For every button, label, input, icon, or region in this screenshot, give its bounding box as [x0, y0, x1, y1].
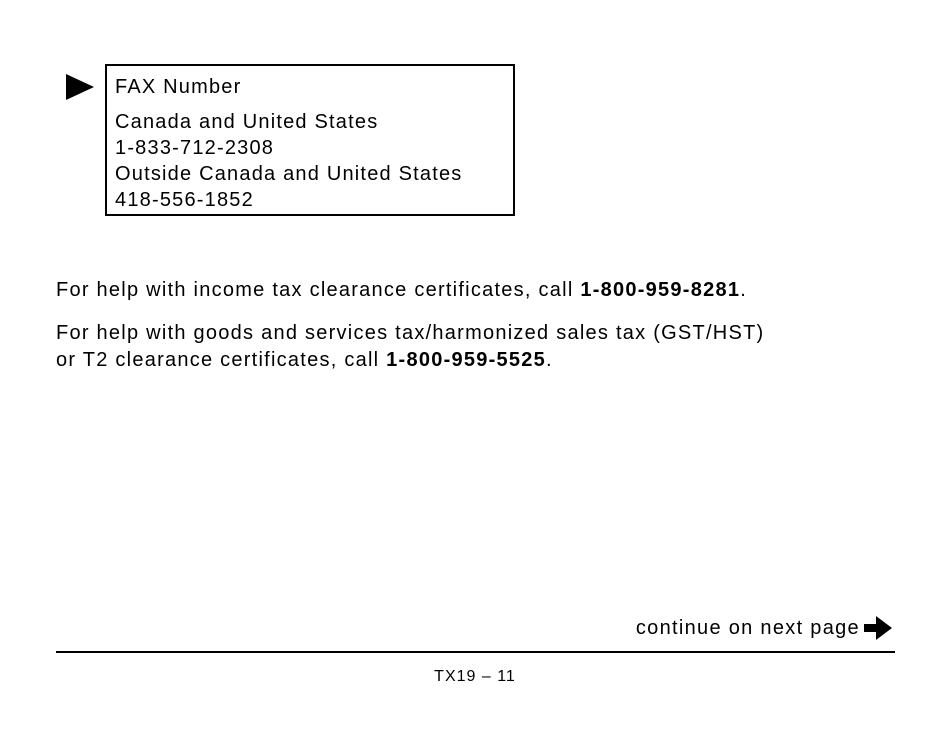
fax-number-box — [105, 64, 515, 216]
income-help-text: For help with income tax clearance certificates, call — [56, 279, 581, 301]
continue-next-page-link[interactable] — [636, 615, 892, 641]
income-help-period: . — [740, 279, 748, 301]
income-tax-help-paragraph — [56, 277, 747, 304]
gst-help-phone: 1-800-959-5525 — [386, 349, 547, 371]
fax-canada-us-label: Canada and United States — [115, 111, 379, 133]
continue-label: continue on next page — [635, 617, 860, 639]
income-help-phone: 1-800-959-8281 — [580, 279, 741, 301]
gst-help-paragraph — [56, 320, 764, 374]
footer-divider — [56, 651, 895, 653]
gst-help-period: . — [546, 349, 553, 371]
fax-canada-us-number: 1-833-712-2308 — [115, 137, 275, 159]
fax-title: FAX Number — [115, 76, 242, 98]
right-arrow-icon — [864, 616, 892, 640]
gst-help-line2 — [56, 347, 764, 374]
fax-outside-label: Outside Canada and United States — [115, 163, 463, 185]
gst-help-line1: For help with goods and services tax/harmonized sales tax (GST/HST) — [56, 322, 765, 344]
gst-help-text: or T2 clearance certificates, call — [56, 349, 387, 371]
fax-outside-number: 418-556-1852 — [115, 189, 254, 211]
pointer-triangle-icon — [66, 74, 94, 100]
page-number: TX19 – 11 — [434, 668, 516, 685]
